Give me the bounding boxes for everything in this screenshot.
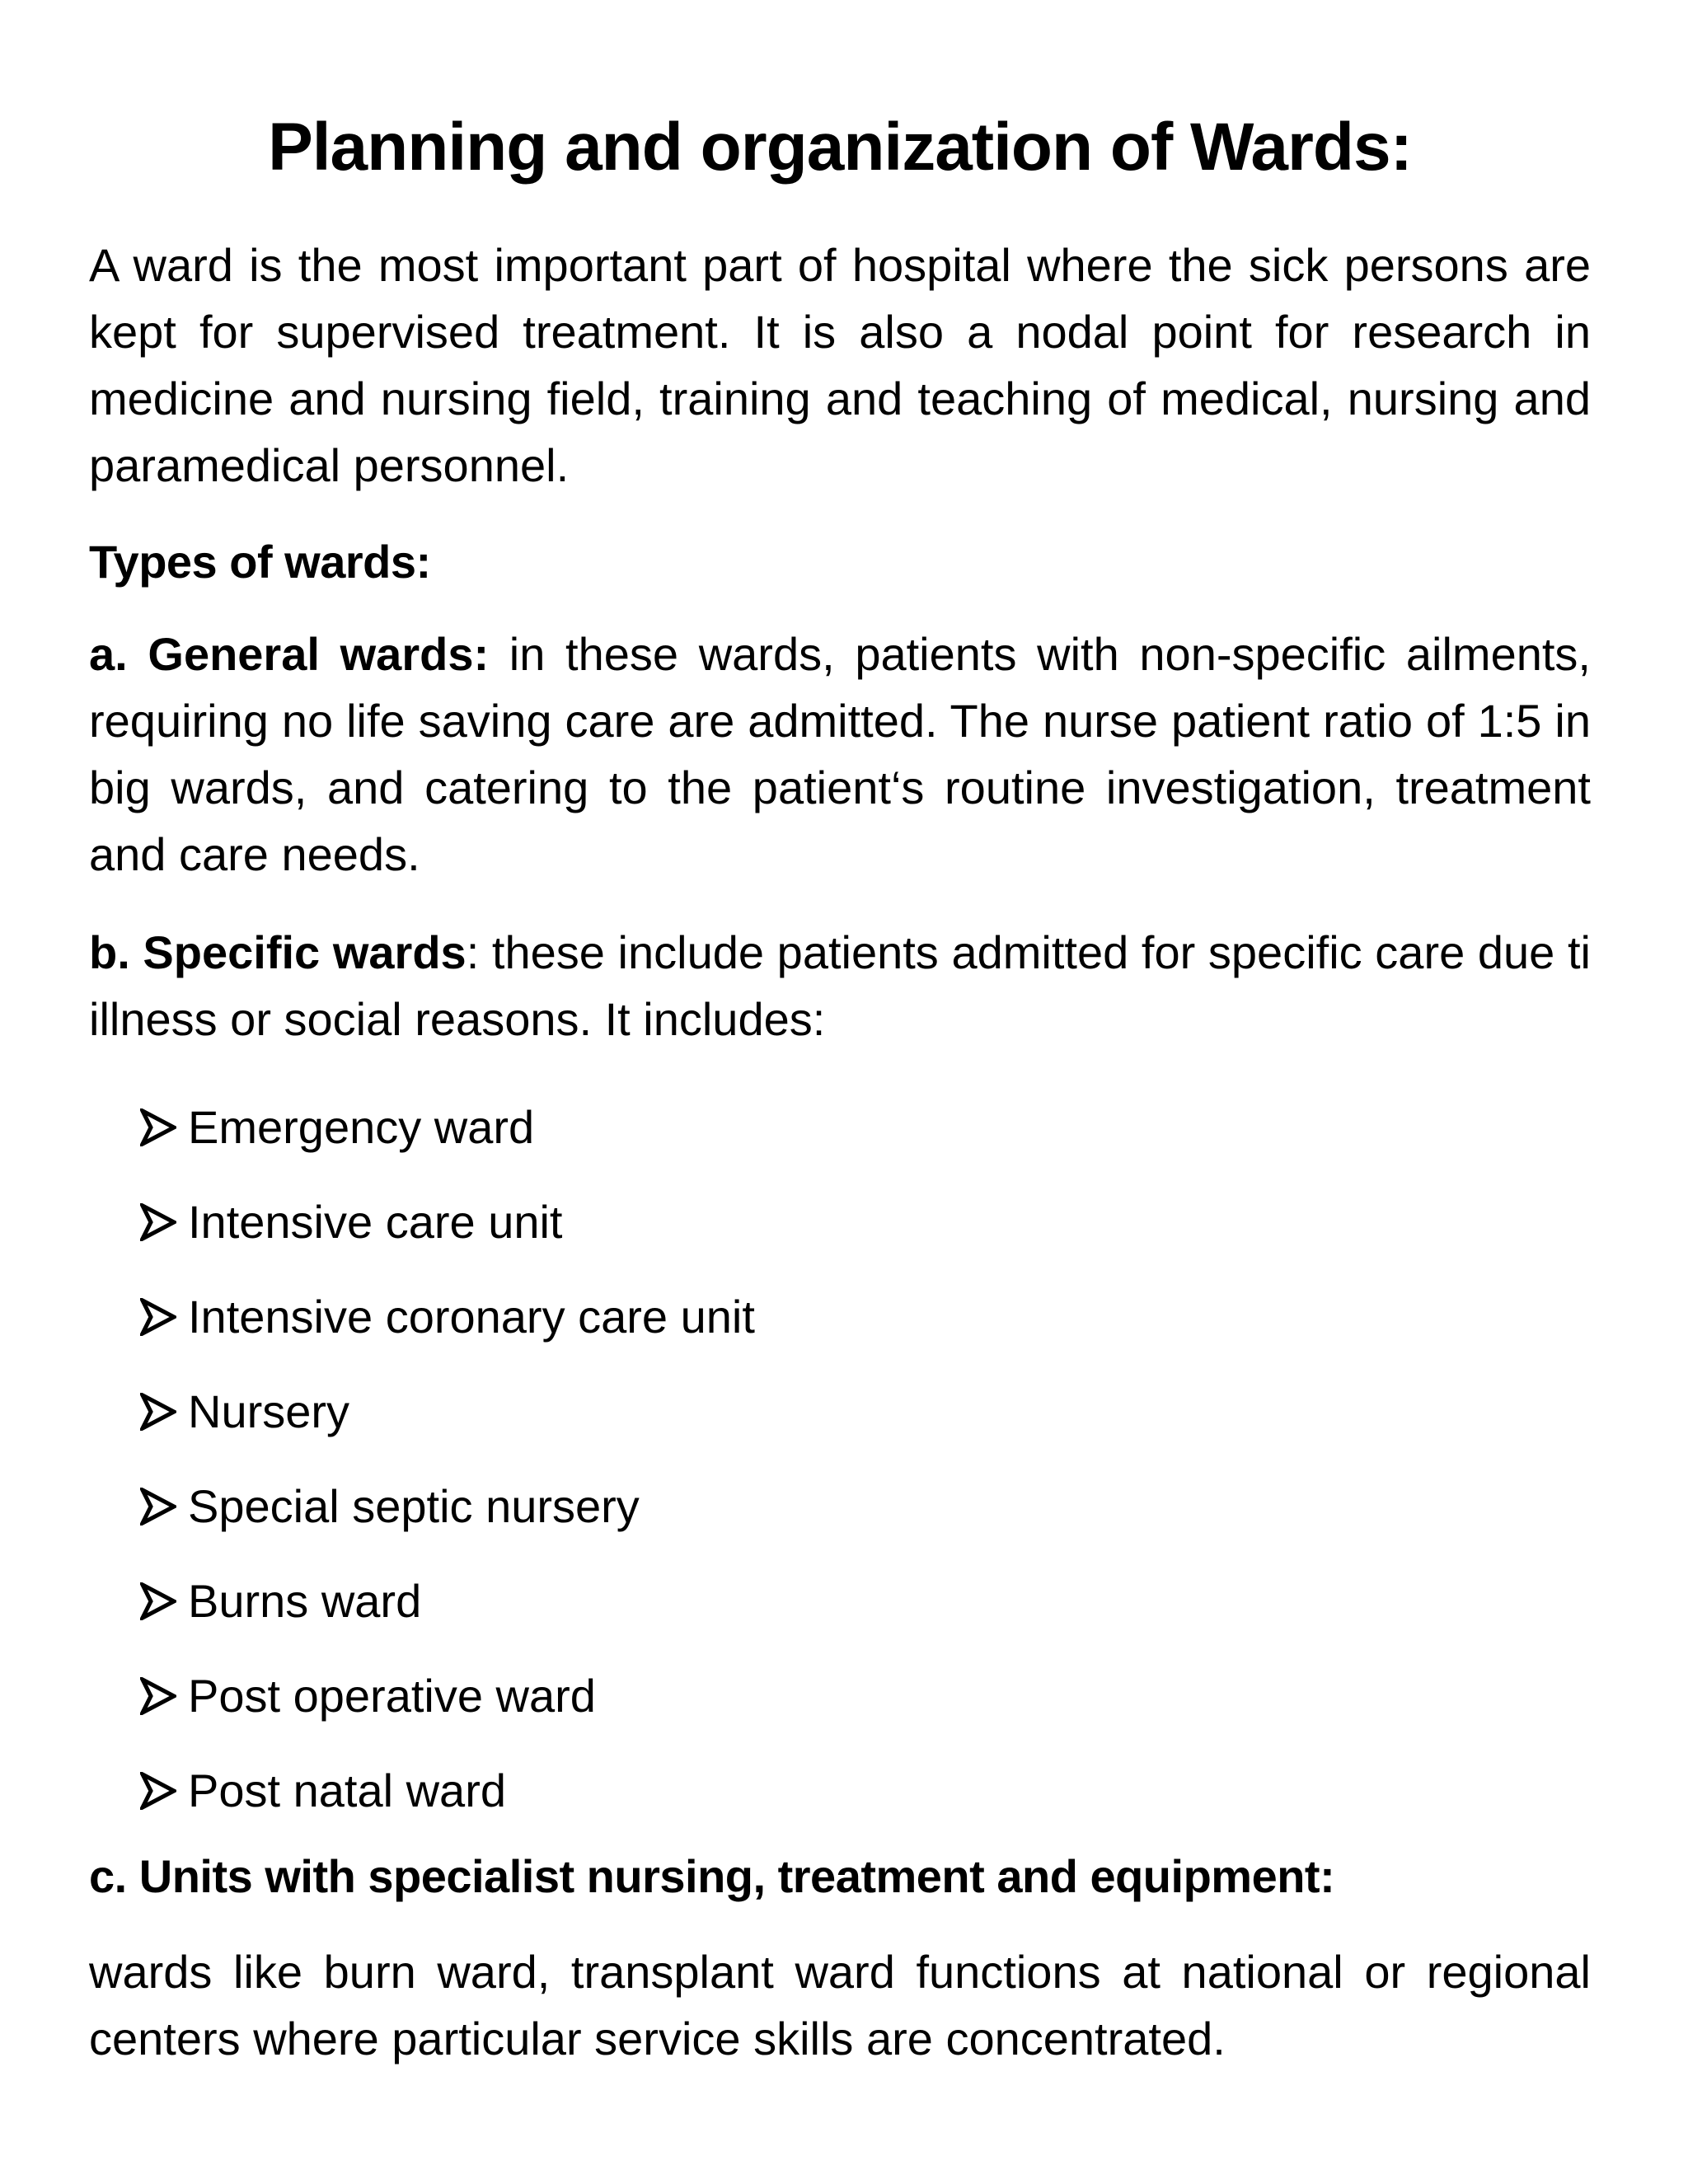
arrowhead-bullet-icon [140,1108,176,1146]
specific-wards-list [140,1080,755,1838]
general-wards-paragraph [89,621,1591,888]
units-heading: c. Units with specialist nursing, treatment and equipment: [89,1850,1335,1902]
list-item-label: Nursery [188,1385,350,1437]
page-title: Planning and organization of Wards: [268,110,1412,185]
list-item-label: Intensive care unit [188,1196,563,1248]
list-item [140,1269,755,1364]
types-heading: Types of wards: [89,536,431,588]
list-item-label: Burns ward [188,1575,422,1627]
list-item-label: Post natal ward [188,1765,506,1816]
general-wards-label: a. General wards: [89,628,490,680]
list-item [140,1459,755,1554]
arrowhead-bullet-icon [140,1677,176,1715]
arrowhead-bullet-icon [140,1298,176,1336]
intro-paragraph: A ward is the most important part of hospital where the sick persons are kept for supervised treatment. It is also a nodal point for research in medicine and nursing field, training and teaching of medical, nursing and paramedical personnel. [89,239,1591,491]
list-item-label: Emergency ward [188,1101,535,1153]
arrowhead-bullet-icon [140,1488,176,1526]
list-item-label: Post operative ward [188,1670,596,1722]
arrowhead-bullet-icon [140,1203,176,1241]
specific-wards-paragraph [89,919,1591,1052]
list-item [140,1174,755,1269]
specific-wards-label: b. Specific wards [89,926,467,978]
specific-wards-text: : these include patients admitted for specific care due ti illness or social reasons. It includes: [89,926,1591,1045]
list-item [140,1364,755,1459]
list-item-label: Special septic nursery [188,1480,640,1532]
list-item [140,1080,755,1174]
units-paragraph: wards like burn ward, transplant ward functions at national or regional centers where particular service skills are concentrated. [89,1946,1591,2064]
list-item [140,1648,755,1743]
list-item [140,1554,755,1648]
arrowhead-bullet-icon [140,1582,176,1620]
general-wards-text: in these wards, patients with non-specific ailments, requiring no life saving care are admitted. The nurse patient ratio of 1:5 in big wards, and catering to the patient‘s routine investigation, treatment and care needs. [89,628,1591,880]
list-item [140,1743,755,1838]
arrowhead-bullet-icon [140,1393,176,1431]
list-item-label: Intensive coronary care unit [188,1291,755,1343]
arrowhead-bullet-icon [140,1772,176,1810]
